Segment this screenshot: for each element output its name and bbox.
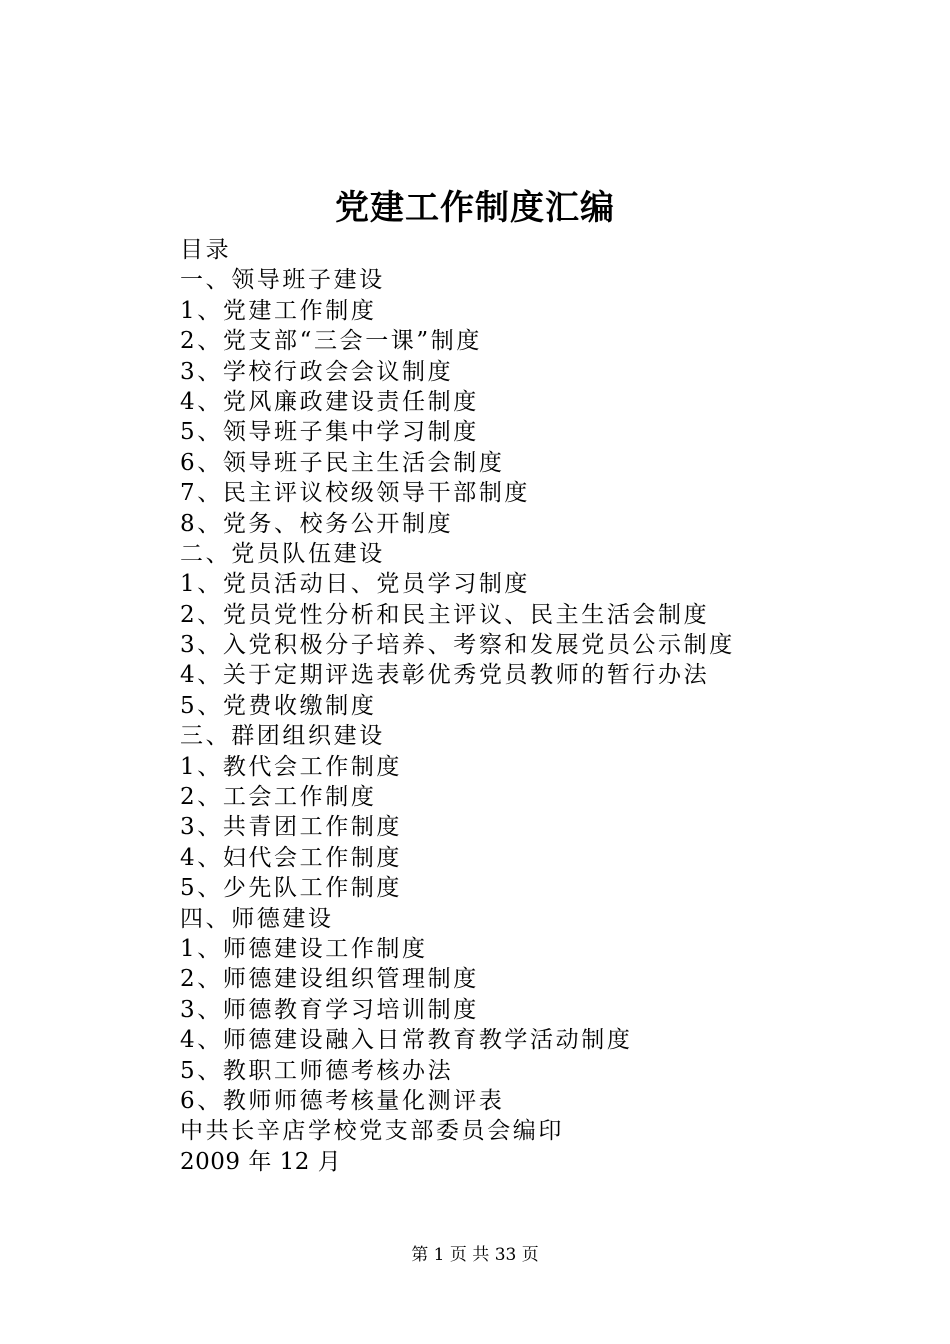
toc-item: 8、党务、校务公开制度 <box>180 510 454 537</box>
toc-heading: 目录 <box>180 237 232 263</box>
date-line: 2009 年 12 月 <box>180 1148 342 1175</box>
toc-item: 4、妇代会工作制度 <box>180 844 403 871</box>
toc-item: 2、工会工作制度 <box>180 784 377 811</box>
page-footer: 第 1 页 共 33 页 <box>411 1245 539 1265</box>
toc-item: 6、教师师德考核量化测评表 <box>180 1087 505 1114</box>
toc-item: 1、教代会工作制度 <box>180 753 403 780</box>
document-title: 党建工作制度汇编 <box>335 188 615 228</box>
toc-item: 1、党员活动日、党员学习制度 <box>180 571 531 598</box>
toc-section-heading: 二、党员队伍建设 <box>180 540 385 567</box>
toc-item: 1、党建工作制度 <box>180 297 377 324</box>
toc-item: 6、领导班子民主生活会制度 <box>180 449 505 476</box>
toc-section-heading: 四、师德建设 <box>180 905 334 932</box>
toc-item: 4、师德建设融入日常教育教学活动制度 <box>180 1027 633 1054</box>
toc-section-heading: 三、群团组织建设 <box>180 723 385 750</box>
toc-item: 3、共青团工作制度 <box>180 814 403 841</box>
toc-item: 4、关于定期评选表彰优秀党员教师的暂行办法 <box>180 662 710 689</box>
toc-item: 4、党风廉政建设责任制度 <box>180 388 479 415</box>
toc-item: 7、民主评议校级领导干部制度 <box>180 480 531 507</box>
toc-list <box>180 265 880 1116</box>
toc-item: 5、领导班子集中学习制度 <box>180 419 479 446</box>
toc-item: 1、师德建设工作制度 <box>180 935 428 962</box>
toc-item: 2、师德建设组织管理制度 <box>180 966 479 993</box>
issuer-line: 中共长辛店学校党支部委员会编印 <box>180 1118 564 1145</box>
toc-item: 3、学校行政会会议制度 <box>180 358 454 385</box>
toc-item: 2、党员党性分析和民主评议、民主生活会制度 <box>180 601 710 628</box>
toc-item: 5、少先队工作制度 <box>180 875 403 902</box>
toc-item: 3、师德教育学习培训制度 <box>180 996 479 1023</box>
toc-item: 3、入党积极分子培养、考察和发展党员公示制度 <box>180 632 735 659</box>
toc-item: 5、党费收缴制度 <box>180 692 377 719</box>
toc-item: 2、党支部“三会一课”制度 <box>180 328 482 355</box>
toc-section-heading: 一、领导班子建设 <box>180 267 385 294</box>
toc-item: 5、教职工师德考核办法 <box>180 1057 454 1084</box>
table-of-contents <box>180 235 880 1177</box>
